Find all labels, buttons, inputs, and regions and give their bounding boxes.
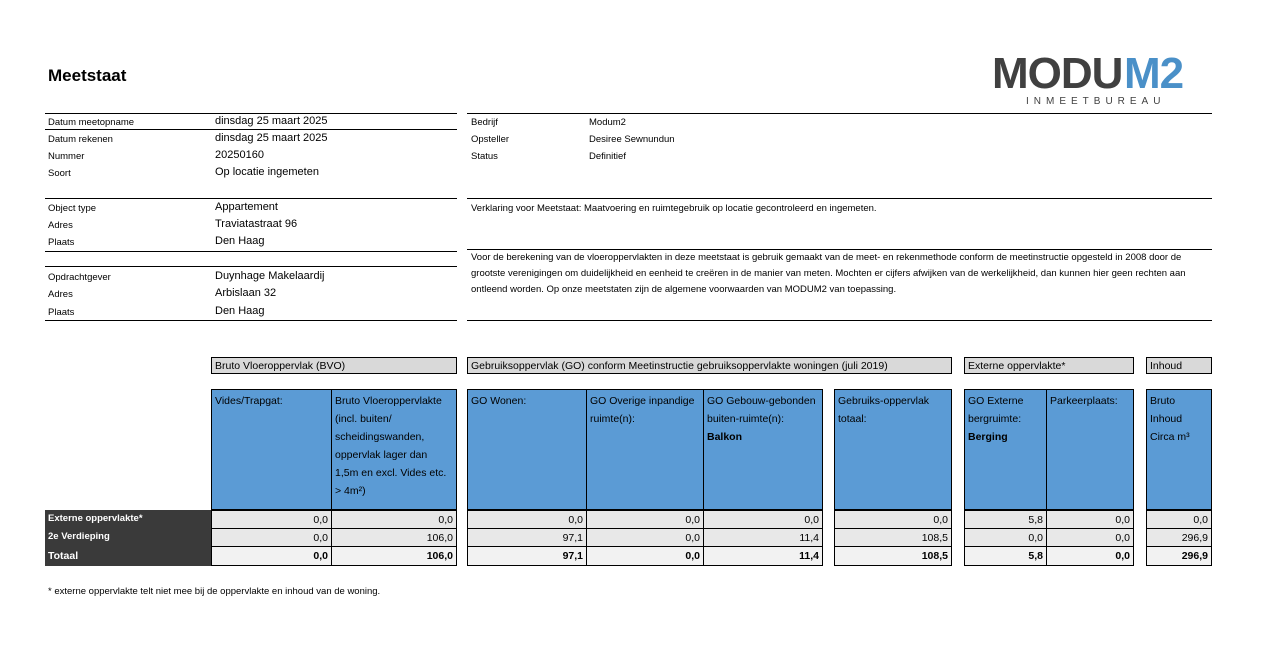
column-header-go-wonen: [467, 389, 587, 510]
divider: [45, 113, 457, 114]
group-header-go: Gebruiksoppervlak (GO) conform Meetinstructie gebruiksoppervlakte woningen (juli 2019): [467, 357, 952, 374]
value-bedrijf: Modum2: [589, 117, 626, 128]
divider: [467, 320, 1212, 321]
value-datum-rekenen: dinsdag 25 maart 2025: [215, 132, 328, 144]
total-cell: 5,8: [964, 546, 1047, 566]
label-soort: Soort: [48, 168, 71, 179]
label-adres: Adres: [48, 220, 73, 231]
label-opdrachtgever: Opdrachtgever: [48, 272, 111, 283]
value-opdr-adres: Arbislaan 32: [215, 287, 277, 299]
table-cell: 0,0: [211, 528, 332, 546]
disclaimer-paragraph: Voor de berekening van de vloeroppervlakten in deze meetstaat is gebruik gemaakt van de meet- en rekenmethode conform de meetinstructie opgesteld in 2008 door de grootste verenigingen om duidelijkheid en eenheid te creëren in de manier van meten. Mochten er cijfers afwijken van de werkelijkheid, dan kunnen hier geen rechten aan ontleend worden. Op onze meetstaten zijn de algemene voorwaarden van MODUM2 van toepassing.: [471, 252, 1186, 295]
page-title: Meetstaat: [48, 66, 127, 85]
divider: [45, 320, 457, 321]
column-header-vides: [211, 389, 332, 510]
table-cell: 11,4: [703, 528, 823, 546]
column-label: GO Externe bergruimte:: [968, 395, 1024, 425]
total-cell: 97,1: [467, 546, 587, 566]
label-datum-rekenen: Datum rekenen: [48, 134, 113, 145]
svg-text:MODU: MODU: [992, 49, 1123, 98]
table-cell: 0,0: [703, 510, 823, 528]
column-header-parkeer: [1046, 389, 1134, 510]
column-label: Gebruiks-oppervlak totaal:: [838, 395, 930, 425]
label-datum-meetopname: Datum meetopname: [48, 117, 135, 128]
total-cell: 106,0: [331, 546, 457, 566]
label-opsteller: Opsteller: [471, 134, 510, 145]
divider: [467, 113, 1212, 114]
table-cell: 0,0: [1046, 528, 1134, 546]
footnote: * externe oppervlakte telt niet mee bij de oppervlakte en inhoud van de woning.: [48, 586, 381, 597]
table-cell: 5,8: [964, 510, 1047, 528]
group-header-ext: Externe oppervlakte*: [964, 357, 1134, 374]
value-opsteller: Desiree Sewnundun: [589, 134, 675, 145]
table-cell: 0,0: [1146, 510, 1212, 528]
value-plaats: Den Haag: [215, 235, 265, 247]
column-label: Parkeerplaats:: [1050, 395, 1118, 407]
table-cell: 0,0: [467, 510, 587, 528]
column-header-gebruiks-totaal: [834, 389, 952, 510]
column-header-inhoud: [1146, 389, 1212, 510]
table-cell: 106,0: [331, 528, 457, 546]
divider: [467, 198, 1212, 199]
label-plaats: Plaats: [48, 237, 75, 248]
value-opdrachtgever: Duynhage Makelaardij: [215, 270, 325, 282]
label-status: Status: [471, 151, 498, 162]
total-cell: 296,9: [1146, 546, 1212, 566]
value-status: Definitief: [589, 151, 626, 162]
column-header-go-externe: [964, 389, 1047, 510]
column-header-bvo: [331, 389, 457, 510]
value-nummer: 20250160: [215, 149, 264, 161]
label-bedrijf: Bedrijf: [471, 117, 498, 128]
table-cell: 0,0: [1046, 510, 1134, 528]
svg-text:M2: M2: [1124, 49, 1184, 98]
row-label-externe: Externe oppervlakte*: [45, 510, 211, 528]
label-opdr-plaats: Plaats: [48, 307, 75, 318]
label-opdr-adres: Adres: [48, 289, 73, 300]
column-label: Bruto Inhoud Circa m³: [1150, 395, 1190, 443]
column-label-bold: Balkon: [707, 431, 743, 443]
table-cell: 0,0: [586, 510, 704, 528]
label-nummer: Nummer: [48, 151, 85, 162]
label-object-type: Object type: [48, 203, 97, 214]
column-label: GO Overige inpandige ruimte(n):: [590, 395, 695, 425]
value-soort: Op locatie ingemeten: [215, 166, 319, 178]
divider: [45, 251, 457, 252]
value-object-type: Appartement: [215, 201, 278, 213]
column-label: Vides/Trapgat:: [215, 395, 283, 407]
table-cell: 0,0: [586, 528, 704, 546]
column-label: Bruto Vloeroppervlakte (incl. buiten/ scheidingswanden, oppervlak lager dan 1,5m en excl. Vides etc. > 4m²): [335, 395, 447, 497]
column-label-bold: Berging: [968, 431, 1008, 443]
divider: [45, 198, 457, 199]
table-cell: 97,1: [467, 528, 587, 546]
table-cell: 108,5: [834, 528, 952, 546]
column-label: GO Gebouw-gebonden buiten-ruimte(n):: [707, 395, 816, 425]
total-cell: 108,5: [834, 546, 952, 566]
table-cell: 0,0: [331, 510, 457, 528]
total-cell: 11,4: [703, 546, 823, 566]
table-cell: 0,0: [964, 528, 1047, 546]
total-cell: 0,0: [211, 546, 332, 566]
verklaring-text: Verklaring voor Meetstaat: Maatvoering en ruimtegebruik op locatie gecontroleerd en ingemeten.: [471, 203, 877, 214]
value-datum-meetopname: dinsdag 25 maart 2025: [215, 115, 328, 127]
value-adres: Traviatastraat 96: [215, 218, 298, 230]
total-cell: 0,0: [1046, 546, 1134, 566]
group-header-inhoud: Inhoud: [1146, 357, 1212, 374]
table-cell: 0,0: [834, 510, 952, 528]
total-cell: 0,0: [586, 546, 704, 566]
column-header-go-overige: [586, 389, 704, 510]
divider: [45, 266, 457, 267]
table-cell: 0,0: [211, 510, 332, 528]
row-label-verdieping: 2e Verdieping: [45, 528, 211, 546]
logo-subtitle: INMEETBUREAU: [1026, 96, 1166, 107]
value-opdr-plaats: Den Haag: [215, 305, 265, 317]
divider: [45, 129, 457, 130]
group-header-bvo: Bruto Vloeroppervlak (BVO): [211, 357, 457, 374]
table-cell: 296,9: [1146, 528, 1212, 546]
column-label: GO Wonen:: [471, 395, 527, 407]
column-header-go-gebouw: [703, 389, 823, 510]
row-label-totaal: Totaal: [45, 546, 211, 566]
